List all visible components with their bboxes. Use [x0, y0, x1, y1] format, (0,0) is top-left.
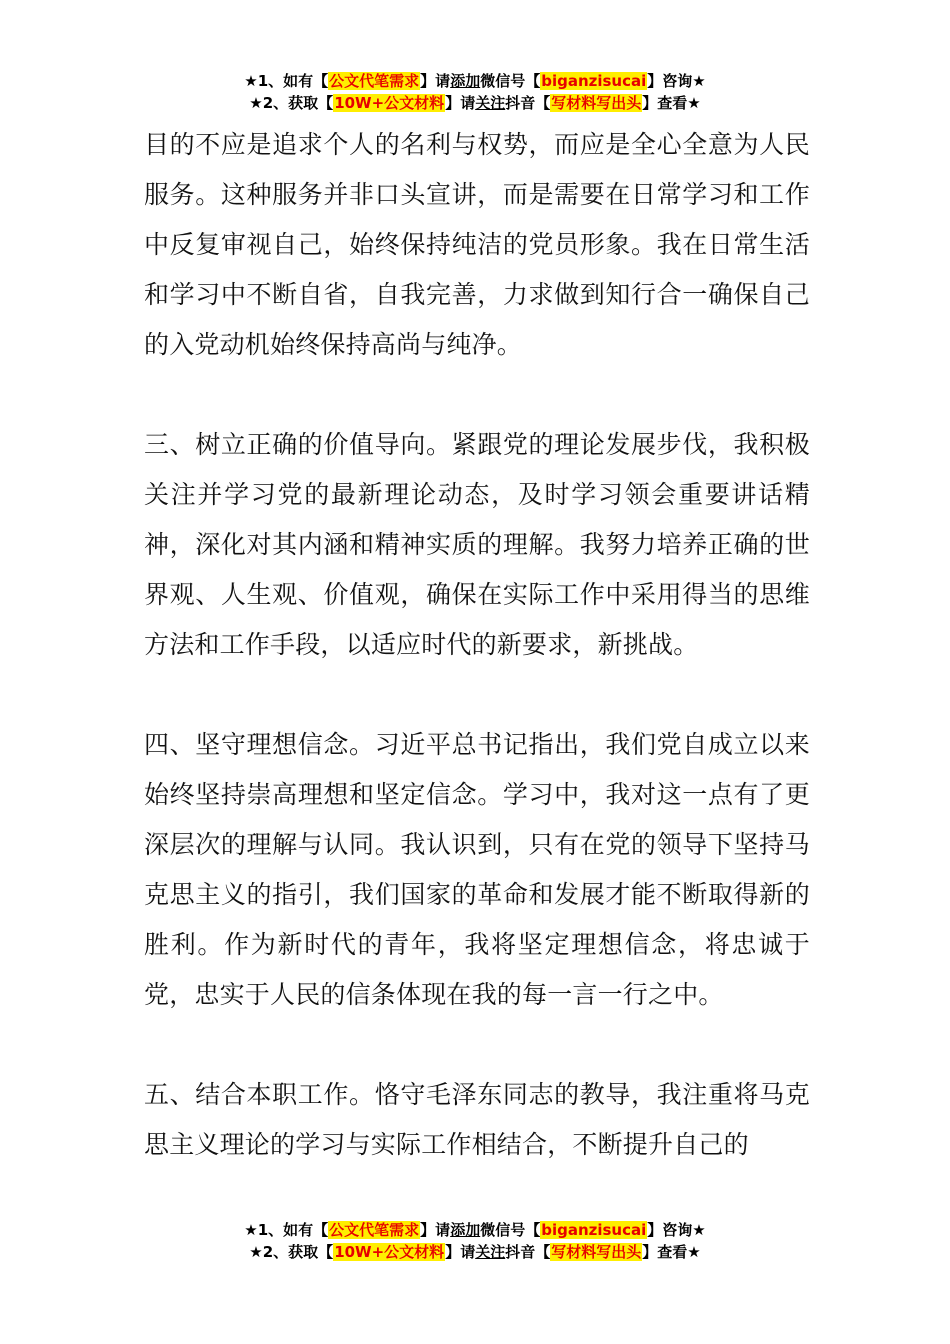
underlined-text: 关注: [475, 94, 506, 112]
banner-line-1: [0, 70, 950, 92]
highlight-materials: 10W+公文材料: [334, 1243, 445, 1261]
banner-line-2: [0, 92, 950, 114]
banner-text: ★1、如有【: [244, 1221, 329, 1239]
banner-text: 微信号【: [480, 72, 541, 90]
banner-text: 】请: [445, 1243, 476, 1261]
banner-text: 】请: [420, 72, 451, 90]
paragraph-section-3: 三、树立正确的价值导向。紧跟党的理论发展步伐，我积极关注并学习党的最新理论动态，及时学习领会重要讲话精神，深化对其内涵和精神实质的理解。我努力培养正确的世界观、人生观、价值观，确保在实际工作中采用得当的思维方法和工作手段，以适应时代的新要求，新挑战。: [144, 430, 810, 659]
banner-text: ★1、如有【: [244, 72, 329, 90]
underlined-text: 添加: [450, 1221, 481, 1239]
paragraph-section-4: 四、坚守理想信念。习近平总书记指出，我们党自成立以来始终坚持崇高理想和坚定信念。学习中，我对这一点有了更深层次的理解与认同。我认识到，只有在党的领导下坚持马克思主义的指引，我们国家的革命和发展才能不断取得新的胜利。作为新时代的青年，我将坚定理想信念，将忠诚于党，忠实于人民的信条体现在我的每一言一行之中。: [144, 730, 810, 1009]
document-body: [144, 120, 810, 1170]
banner-text: 抖音【: [505, 94, 551, 112]
highlight-service: 公文代笔需求: [329, 72, 420, 90]
header-banner: [0, 70, 950, 114]
banner-text: 】查看★: [642, 94, 701, 112]
highlight-service: 公文代笔需求: [329, 1221, 420, 1239]
banner-text: ★2、获取【: [249, 1243, 334, 1261]
highlight-douyin-id: 写材料写出头: [551, 1243, 642, 1261]
paragraph-section-5: 五、结合本职工作。恪守毛泽东同志的教导，我注重将马克思主义理论的学习与实际工作相结合，不断提升自己的: [144, 1080, 810, 1159]
banner-text: 】咨询★: [647, 72, 706, 90]
banner-text: ★2、获取【: [249, 94, 334, 112]
footer-banner: [0, 1219, 950, 1263]
paragraph-intro: 目的不应是追求个人的名利与权势，而应是全心全意为人民服务。这种服务并非口头宣讲，而是需要在日常学习和工作中反复审视自己，始终保持纯洁的党员形象。我在日常生活和学习中不断自省，自我完善，力求做到知行合一确保自己的入党动机始终保持高尚与纯净。: [144, 130, 810, 359]
highlight-douyin-id: 写材料写出头: [551, 94, 642, 112]
banner-text: 】请: [445, 94, 476, 112]
highlight-wechat-id: biganzisucai: [541, 72, 647, 90]
underlined-text: 添加: [450, 72, 481, 90]
banner-text: 】咨询★: [647, 1221, 706, 1239]
banner-text: 】查看★: [642, 1243, 701, 1261]
banner-text: 微信号【: [480, 1221, 541, 1239]
underlined-text: 关注: [475, 1243, 506, 1261]
banner-line-2: [0, 1241, 950, 1263]
highlight-wechat-id: biganzisucai: [541, 1221, 647, 1239]
banner-text: 】请: [420, 1221, 451, 1239]
highlight-materials: 10W+公文材料: [334, 94, 445, 112]
banner-text: 抖音【: [505, 1243, 551, 1261]
banner-line-1: [0, 1219, 950, 1241]
